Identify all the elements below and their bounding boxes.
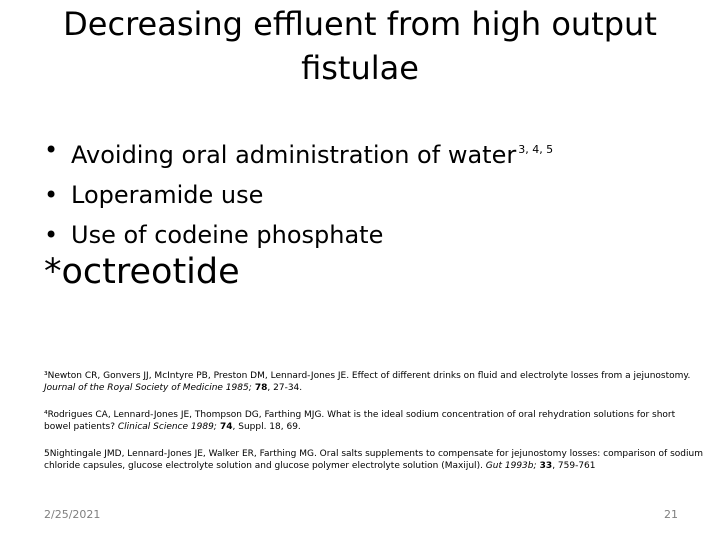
reference-authors: 5Nightingale JMD, Lennard-Jones JE, Walker ER, Farthing MG. Oral salts supplements to compensate for jejunostomy losses: comparison of sodium chloride capsules, glucose electrolyte solution and glucose polymer electrolyte solution (Maxijul). <box>44 449 703 471</box>
reference-volume: 74 <box>216 422 233 432</box>
reference-volume: 78 <box>251 383 268 393</box>
reference-pages: , Suppl. 18, 69. <box>232 422 301 432</box>
bullet-marker: • <box>44 221 59 249</box>
slide-page-number: 21 <box>664 508 678 521</box>
reference-authors: ⁴Rodrigues CA, Lennard-Jones JE, Thompson DG, Farthing MJG. What is the ideal sodium concentration of oral rehydration solutions for short bowel patients? <box>44 410 676 432</box>
bullet-item <box>44 175 694 215</box>
bullet-item <box>44 130 694 175</box>
reference-item <box>44 409 704 433</box>
reference-authors: ³Newton CR, Gonvers JJ, McIntyre PB, Preston DM, Lennard-Jones JE. Effect of different drinks on fluid and electrolyte losses from a jejunostomy. <box>44 371 691 381</box>
bullet-list <box>44 130 694 255</box>
bullet-marker: • <box>44 136 59 164</box>
reference-journal: Gut 1993b; <box>485 461 537 471</box>
bullet-text: Use of codeine phosphate <box>71 221 384 249</box>
bullet-marker: • <box>44 181 59 209</box>
reference-item <box>44 448 704 472</box>
reference-journal: Clinical Science 1989; <box>117 422 217 432</box>
reference-journal: Journal of the Royal Society of Medicine 1985; <box>44 383 252 393</box>
slide-title: Decreasing effluent from high output fistulae <box>63 5 657 87</box>
reference-pages: , 27-34. <box>267 383 303 393</box>
octreotide-callout: *octreotide <box>44 252 240 292</box>
bullet-text: Avoiding oral administration of water <box>71 141 517 169</box>
bullet-text: Loperamide use <box>71 181 264 209</box>
slide-date: 2/25/2021 <box>44 508 101 521</box>
reference-pages: , 759-761 <box>552 461 596 471</box>
reference-item <box>44 370 704 394</box>
reference-list <box>44 370 704 487</box>
citation-superscript: 3, 4, 5 <box>518 143 554 156</box>
reference-volume: 33 <box>536 461 553 471</box>
